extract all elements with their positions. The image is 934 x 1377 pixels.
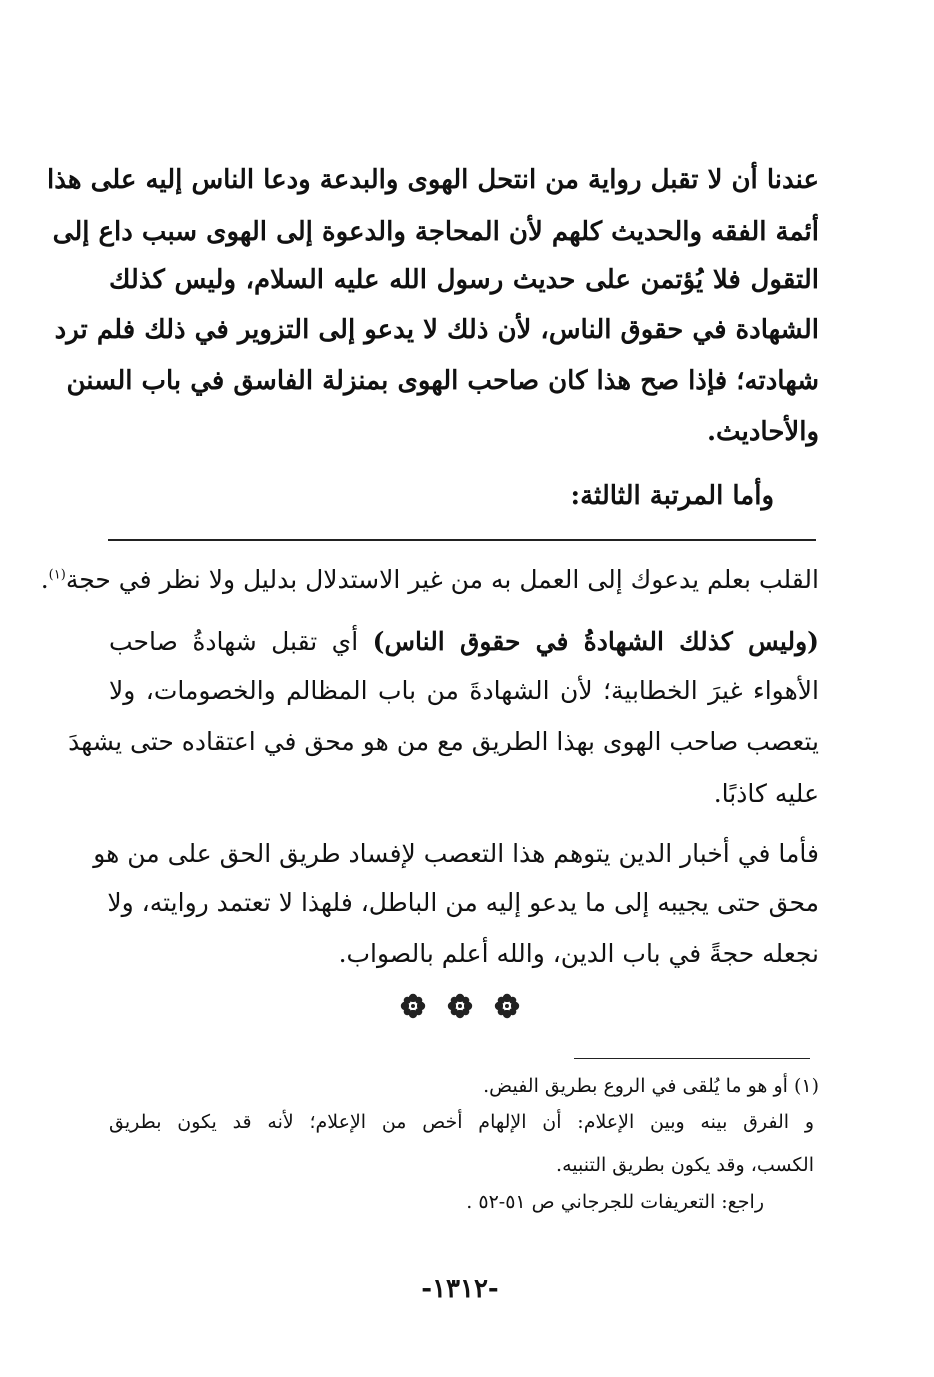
quote-open: ( [807,627,820,656]
flower-ornament-icon [447,993,473,1019]
footnote-line-4: راجع: التعريفات للجرجاني ص ٥١-٥٢ . [466,1191,764,1213]
main-divider [108,539,816,541]
commentary-paragraph-3-line-1: فأما في أخبار الدين يتوهم هذا التعصب لإفساد طريق الحق على من هو [93,839,819,868]
commentary-paragraph-2-line-3: يتعصب صاحب الهوى بهذا الطريق مع من هو محق في اعتقاده حتى يشهدَ [68,727,819,756]
commentary-paragraph-2-line-1 [109,624,819,660]
flower-ornament-icon [400,993,426,1019]
commentary-paragraph-1 [40,562,819,598]
commentary-text: القلب بعلم يدعوك إلى العمل به من غير الاستدلال بدليل ولا نظر في حجة [65,565,819,594]
commentary-period: . [40,565,49,594]
footnote-divider [574,1058,810,1059]
commentary-paragraph-2-line-4: عليه كاذبًا. [713,779,819,808]
commentary-paragraph-2-line-2: الأهواء غيرَ الخطابية؛ لأن الشهادةَ من باب المظالم والخصومات، ولا [109,676,819,705]
footnote-line-2: و الفرق بينه وبين الإعلام: أن الإلهام أخص من الإعلام؛ لأنه قد يكون بطريق [109,1111,814,1133]
section-heading: وأما المرتبة الثالثة: [570,481,774,511]
main-text-line-4: الشهادة في حقوق الناس، لأن ذلك لا يدعو إلى التزوير في ذلك فلم ترد [54,315,819,345]
commentary-text: أي تقبل شهادةُ صاحب [109,627,359,656]
main-text-line-3: التقول فلا يُؤتمن على حديث رسول الله عليه السلام، وليس كذلك [109,265,819,295]
footnote-reference: (١) [48,567,66,583]
main-text-line-5: شهادته؛ فإذا صح هذا كان صاحب الهوى بمنزلة الفاسق في باب السنن [66,366,819,396]
commentary-paragraph-3-line-2: محق حتى يجيبه إلى ما يدعو إليه من الباطل، فلهذا لا تعتمد روايته، ولا [107,888,819,917]
main-text-line-6: والأحاديث. [707,417,819,447]
page-number: -١٣١٢- [421,1274,499,1304]
main-text-line-1: عندنا أن لا تقبل رواية من انتحل الهوى والبدعة ودعا الناس إليه على هذا [46,165,819,195]
quoted-phrase: وليس كذلك الشهادةُ في حقوق الناس [384,627,808,656]
commentary-paragraph-3-line-3: نجعله حجةً في باب الدين، والله أعلم بالصواب. [338,939,819,968]
flower-ornament-icon [494,993,520,1019]
footnote-line-3: الكسب، وقد يكون بطريق التنبيه. [556,1154,814,1176]
main-text-line-2: أئمة الفقه والحديث كلهم لأن المحاجة والدعوة إلى الهوى سبب داع إلى [52,217,819,247]
quote-close: ) [372,627,385,656]
section-end-ornaments [400,993,520,1023]
footnote-line-1: (١) أو هو ما يُلقى في الروع بطريق الفيض. [483,1075,819,1097]
